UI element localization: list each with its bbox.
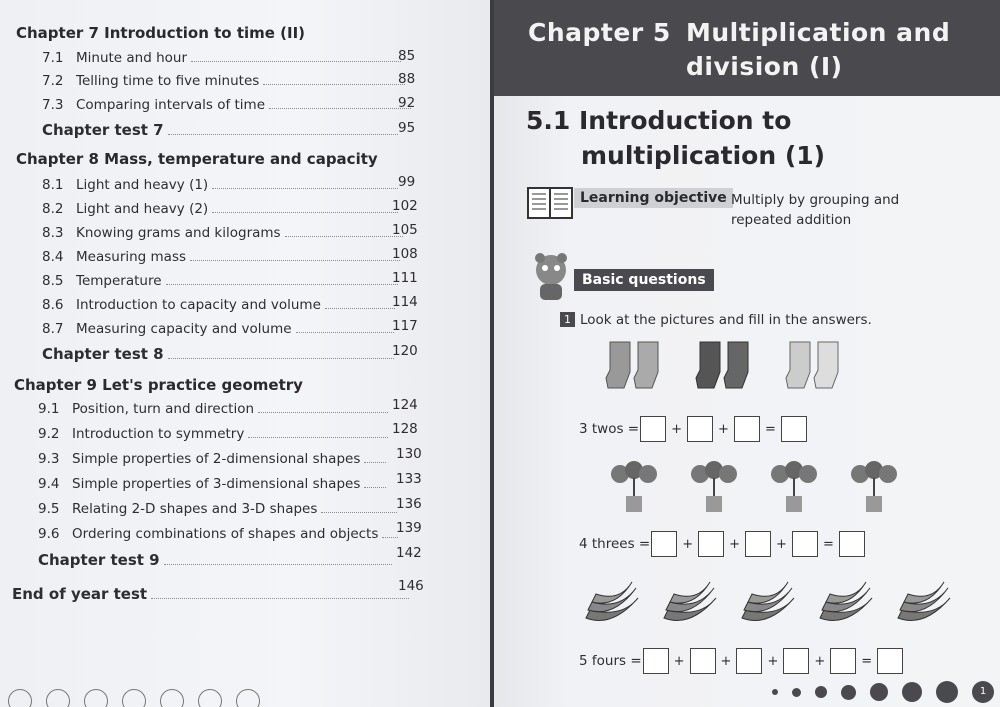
- answer-box[interactable]: [687, 416, 713, 442]
- toc-page: 133: [396, 471, 422, 487]
- learning-objective-line2: repeated addition: [731, 212, 852, 228]
- toc-item-8-6: 8.6 Introduction to capacity and volume: [42, 297, 399, 313]
- socks-row: [604, 340, 846, 394]
- banana-bunch-icon: [582, 578, 642, 628]
- toc-item-9-1: 9.1 Position, turn and direction: [38, 401, 392, 417]
- answer-box[interactable]: [830, 648, 856, 674]
- toc-page: 114: [392, 294, 418, 310]
- learning-objective-tag: Learning objective: [574, 188, 733, 208]
- toc-page: 139: [396, 520, 422, 536]
- toc-end-of-year-test: End of year test: [12, 585, 413, 603]
- toc-page: 142: [396, 545, 422, 561]
- toc-page: 102: [392, 198, 418, 214]
- toc-item-7-2: 7.2 Telling time to five minutes: [42, 73, 409, 89]
- toc-item-9-4: 9.4 Simple properties of 3-dimensional shapes: [38, 476, 390, 492]
- flower-pot-icon: [686, 458, 742, 516]
- learning-objective-line1: Multiply by grouping and: [731, 192, 900, 208]
- toc-test-9: Chapter test 9: [38, 551, 396, 569]
- mascot-icon: [528, 250, 574, 304]
- toc-test-8: Chapter test 8: [42, 345, 398, 363]
- toc-page: 92: [398, 95, 416, 111]
- question-1-text: Look at the pictures and fill in the answers.: [580, 312, 872, 328]
- banana-bunch-icon: [894, 578, 954, 628]
- answer-box[interactable]: [651, 531, 677, 557]
- answer-box[interactable]: [736, 648, 762, 674]
- toc-page: 120: [392, 343, 418, 359]
- answer-box[interactable]: [643, 648, 669, 674]
- toc-item-8-5: 8.5 Temperature: [42, 273, 402, 289]
- toc-item-8-1: 8.1 Light and heavy (1): [42, 177, 402, 193]
- question-number: 1: [560, 312, 575, 327]
- answer-box[interactable]: [783, 648, 809, 674]
- answer-box[interactable]: [792, 531, 818, 557]
- page-number: 1: [972, 681, 994, 703]
- answer-box[interactable]: [734, 416, 760, 442]
- socks-pair-icon: [694, 340, 756, 394]
- banana-bunch-icon: [660, 578, 720, 628]
- page-progress-dots: [772, 681, 994, 703]
- chapter-title-line1: Multiplication and: [686, 18, 951, 47]
- socks-pair-icon: [784, 340, 846, 394]
- flower-pot-icon: [606, 458, 662, 516]
- banana-bunch-icon: [738, 578, 798, 628]
- answer-box[interactable]: [690, 648, 716, 674]
- socks-pair-icon: [604, 340, 666, 394]
- bananas-row: [582, 578, 954, 628]
- toc-chapter-7-title: Chapter 7 Introduction to time (II): [16, 24, 306, 42]
- equation-3-twos: 3 twos = + + =: [579, 416, 808, 442]
- toc-item-8-3: 8.3 Knowing grams and kilograms: [42, 225, 407, 241]
- right-page-lesson: [494, 0, 1000, 707]
- toc-item-7-1: 7.1 Minute and hour: [42, 50, 405, 66]
- toc-item-8-4: 8.4 Measuring mass: [42, 249, 404, 265]
- toc-page: 105: [392, 222, 418, 238]
- toc-chapter-8-title: Chapter 8 Mass, temperature and capacity: [16, 150, 378, 168]
- answer-box[interactable]: [839, 531, 865, 557]
- section-title-line1: 5.1 Introduction to: [526, 106, 792, 135]
- equation-5-fours: 5 fours = + + + + =: [579, 648, 904, 674]
- toc-page: 95: [398, 120, 416, 136]
- toc-page: 128: [392, 421, 418, 437]
- toc-item-9-5: 9.5 Relating 2-D shapes and 3-D shapes: [38, 501, 401, 517]
- toc-page: 124: [392, 397, 418, 413]
- answer-box[interactable]: [781, 416, 807, 442]
- section-title-line2: multiplication (1): [581, 141, 826, 170]
- flower-pot-icon: [846, 458, 902, 516]
- toc-page: 85: [398, 48, 416, 64]
- banana-bunch-icon: [816, 578, 876, 628]
- toc-test-7: Chapter test 7: [42, 121, 402, 139]
- answer-box[interactable]: [745, 531, 771, 557]
- chapter-number: Chapter 5: [528, 18, 671, 47]
- toc-item-8-2: 8.2 Light and heavy (2): [42, 201, 402, 217]
- toc-page: 117: [392, 318, 418, 334]
- toc-item-9-2: 9.2 Introduction to symmetry: [38, 426, 392, 442]
- toc-page: 108: [392, 246, 418, 262]
- chapter-banner: [494, 0, 1000, 96]
- left-page-contents: [0, 0, 490, 707]
- toc-page: 111: [392, 270, 418, 286]
- answer-box[interactable]: [698, 531, 724, 557]
- toc-item-9-6: 9.6 Ordering combinations of shapes and objects: [38, 526, 402, 542]
- toc-item-8-7: 8.7 Measuring capacity and volume: [42, 321, 398, 337]
- equation-4-threes: 4 threes = + + + =: [579, 531, 866, 557]
- toc-page: 99: [398, 174, 416, 190]
- flowers-row: [606, 458, 902, 516]
- flower-pot-icon: [766, 458, 822, 516]
- answer-box[interactable]: [877, 648, 903, 674]
- answer-box[interactable]: [640, 416, 666, 442]
- toc-item-7-3: 7.3 Comparing intervals of time: [42, 97, 415, 113]
- toc-page: 136: [396, 496, 422, 512]
- toc-chapter-9-title: Chapter 9 Let's practice geometry: [14, 376, 303, 394]
- toc-page: 146: [398, 578, 424, 594]
- toc-page: 88: [398, 71, 416, 87]
- toc-item-9-3: 9.3 Simple properties of 2-dimensional shapes: [38, 451, 390, 467]
- basic-questions-tag: Basic questions: [574, 269, 714, 291]
- page-decoration-circles: [8, 689, 260, 707]
- book-icon: [526, 182, 574, 222]
- chapter-title-line2: division (I): [686, 52, 843, 81]
- toc-page: 130: [396, 446, 422, 462]
